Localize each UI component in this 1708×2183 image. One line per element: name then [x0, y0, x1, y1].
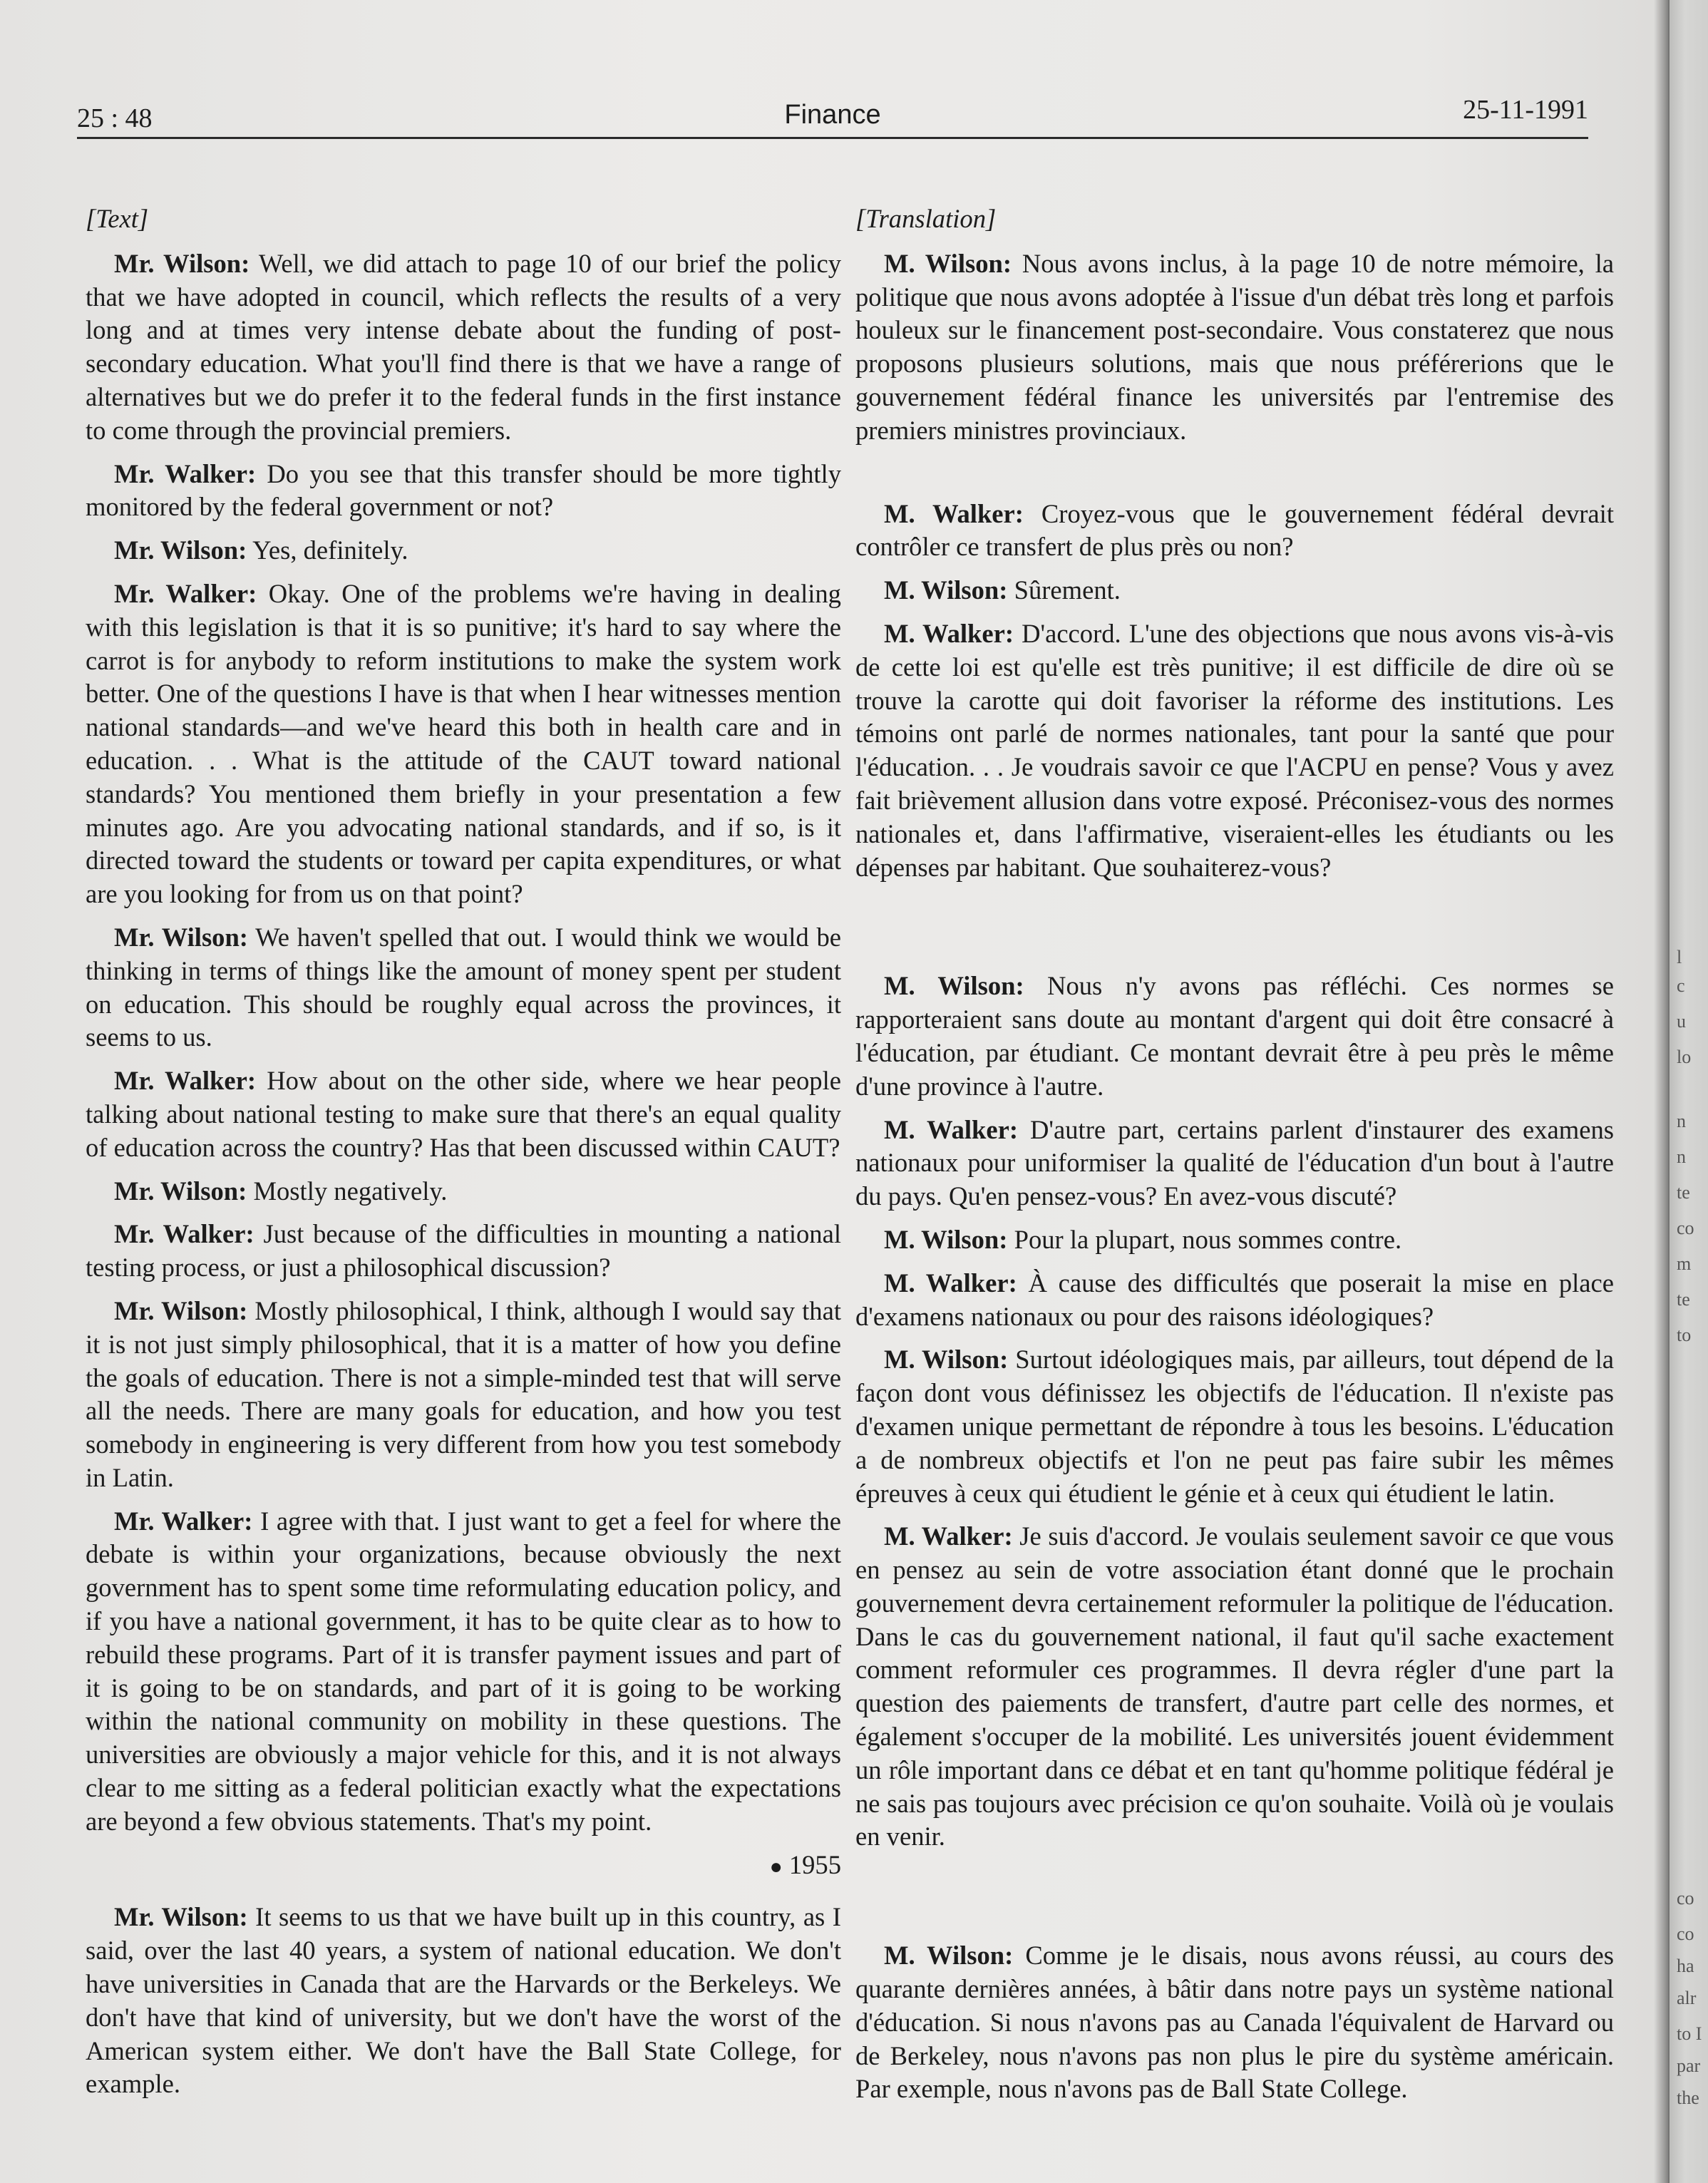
- timestamp-marker: [86, 1849, 841, 1884]
- transcript-paragraph: [86, 921, 841, 1054]
- transcript-paragraph: [855, 574, 1614, 607]
- bleed-fragment: co: [1677, 1923, 1694, 1944]
- speaker-name: Mr. Walker:: [114, 1506, 253, 1536]
- adjacent-page-edge: [1670, 0, 1708, 2183]
- bullet-icon: ●: [769, 1854, 783, 1879]
- transcript-paragraph: [855, 617, 1614, 884]
- speaker-name: Mr. Wilson:: [114, 248, 250, 278]
- transcript-paragraph: [86, 534, 841, 567]
- speaker-name: Mr. Wilson:: [114, 1902, 248, 1932]
- transcript-paragraph: [86, 1175, 841, 1208]
- paragraph-text: Croyez-vous que le gouvernement fédéral devrait contrôler ce transfert de plus près ou non?: [855, 498, 1614, 562]
- bleed-fragment: to: [1677, 1325, 1692, 1345]
- bleed-fragment: ha: [1677, 1956, 1694, 1976]
- speaker-name: Mr. Wilson:: [114, 1295, 248, 1325]
- paragraph-text: À cause des difficultés que poserait la mise en place d'examens nationaux ou pour des raisons idéologiques?: [855, 1268, 1614, 1331]
- transcript-paragraph: [855, 1520, 1614, 1854]
- speaker-name: M. Walker:: [884, 1268, 1017, 1298]
- bleed-fragment: co: [1677, 1888, 1694, 1909]
- bleed-fragment: l: [1677, 947, 1682, 967]
- paragraph-text: We haven't spelled that out. I would think we would be thinking in terms of things like the amount of money spent per student on education. This should be roughly equal across the provinces, it seems to us.: [86, 922, 841, 1052]
- paragraph-text: How about on the other side, where we hear people talking about national testing to make sure that there's an equal quality of education across the country? Has that been discussed within CAUT?: [86, 1066, 841, 1162]
- bleed-fragment: n: [1677, 1146, 1686, 1167]
- bleed-fragment: u: [1677, 1011, 1686, 1032]
- speaker-name: Mr. Wilson:: [114, 922, 248, 952]
- speaker-name: M. Walker:: [884, 618, 1014, 648]
- speaker-name: M. Wilson:: [884, 1224, 1008, 1254]
- paragraph-text: Sûrement.: [1014, 575, 1121, 605]
- speaker-name: M. Walker:: [884, 498, 1024, 528]
- running-header: [77, 93, 1588, 139]
- french-column: [855, 202, 1614, 2116]
- transcript-paragraph: [86, 1295, 841, 1495]
- paragraph-text: D'autre part, certains parlent d'instaurer des examens nationaux pour uniformiser la qualité de l'éducation d'un bout à l'autre du pays. Qu'en pensez-vous? En avez-vous discuté?: [855, 1114, 1614, 1211]
- speaker-name: M. Wilson:: [884, 1345, 1009, 1375]
- paragraph-text: Do you see that this transfer should be more tightly monitored by the federal government or not?: [86, 458, 841, 522]
- paragraph-text: Nous n'y avons pas réfléchi. Ces normes se rapporteraient sans doute au montant d'argent qui doit être consacré à l'éducation, par étudiant. Ce montant devrait être à peu près le même d'une province à l'autre.: [855, 971, 1614, 1101]
- bleed-fragment: m: [1677, 1253, 1692, 1274]
- transcript-paragraph: [855, 970, 1614, 1103]
- paragraph-text: Mostly negatively.: [253, 1176, 448, 1206]
- bleed-fragment: to I: [1677, 2023, 1702, 2044]
- paragraph-text: I agree with that. I just want to get a feel for where the debate is within your organizations, because obviously the next government has to spent some time reformulating education policy, and if you have a national government, it has to be quite clear as to how to rebuild these programs. Part of it is transfer payment issues and part of it is going to be on standards, and part of it is going to be working within the national community on mobility in these questions. The universities are obviously a major vehicle for this, and it is not always clear to me sitting as a federal politician exactly what the expectations are beyond a few obvious statements. That's my point.: [86, 1506, 841, 1836]
- timestamp-text: 1955: [788, 1849, 841, 1879]
- speaker-name: M. Walker:: [884, 1521, 1013, 1551]
- paragraph-text: Surtout idéologiques mais, par ailleurs, tout dépend de la façon dont vous définissez les objectifs de l'éducation. Il n'existe pas d'examen unique permettant de répondre à tous les besoins. L'éducation a de nombreux objectifs et l'on ne peut pas faire subir les mêmes épreuves à ceux qui étudient le génie et à ceux qui étudient le latin.: [855, 1345, 1614, 1508]
- speaker-name: Mr. Walker:: [114, 458, 257, 488]
- speaker-name: M. Wilson:: [884, 971, 1024, 1001]
- speaker-name: M. Walker:: [884, 1114, 1019, 1144]
- bleed-fragment: lo: [1677, 1047, 1692, 1067]
- speaker-name: M. Wilson:: [884, 248, 1012, 278]
- bleed-fragment: te: [1677, 1289, 1690, 1310]
- paragraph-text: Nous avons inclus, à la page 10 de notre mémoire, la politique que nous avons adoptée à l'issue d'un débat très long et parfois houleux sur le financement post-secondaire. Vous constaterez que nous proposons plusieurs solutions, mais que nous préférerions que le gouvernement fédéral finance les universités par l'entremise des premiers ministres provinciaux.: [855, 248, 1614, 445]
- paragraph-text: Well, we did attach to page 10 of our brief the policy that we have adopted in council, which reflects the results of a very long and at times very intense debate about the funding of post-secondary education. What you'll find there is that we have a range of alternatives but we do prefer it to the federal funds in the first instance to come through the provincial premiers.: [86, 248, 841, 445]
- transcript-paragraph: [86, 1218, 841, 1285]
- page-edge-shadow: [1654, 0, 1670, 2183]
- transcript-paragraph: [86, 577, 841, 911]
- transcript-paragraph: [86, 458, 841, 525]
- committee-name: Finance: [784, 100, 881, 130]
- language-label-text: [Text]: [86, 204, 149, 233]
- speaker-name: M. Wilson:: [884, 575, 1008, 605]
- transcript-paragraph: [855, 247, 1614, 448]
- bleed-fragment: te: [1677, 1182, 1690, 1203]
- speaker-name: Mr. Walker:: [114, 1219, 254, 1249]
- speaker-name: Mr. Wilson:: [114, 535, 247, 565]
- transcript-paragraph: [855, 1343, 1614, 1510]
- english-column: [86, 202, 841, 2111]
- speaker-name: Mr. Wilson:: [114, 1176, 247, 1206]
- bleed-fragment: the: [1677, 2087, 1699, 2108]
- bleed-fragment: par: [1677, 2055, 1701, 2076]
- paragraph-text: Just because of the difficulties in mounting a national testing process, or just a philosophical discussion?: [86, 1219, 841, 1283]
- transcript-paragraph: [86, 1064, 841, 1164]
- transcript-paragraph: [855, 1267, 1614, 1334]
- paragraph-text: Pour la plupart, nous sommes contre.: [1014, 1224, 1402, 1254]
- transcript-paragraph: [855, 1114, 1614, 1213]
- paragraph-text: Okay. One of the problems we're having in dealing with this legislation is that it is so punitive; it's hard to say where the carrot is for anybody to reform institutions to make the system work better. One of the questions I have is that when I hear witnesses mention national standards—and we've heard this both in health care and in education. . . What is the attitude of the CAUT toward national standards? You mentioned them briefly in your presentation a few minutes ago. Are you advocating national standards, and if so, is it directed toward the students or toward per capita expenditures, or what are you looking for from us on that point?: [86, 578, 841, 909]
- transcript-paragraph: [855, 498, 1614, 565]
- transcript-paragraph: [855, 1223, 1614, 1257]
- language-label-translation: [Translation]: [855, 204, 997, 233]
- transcript-paragraph: [86, 1505, 841, 1839]
- paragraph-text: Yes, definitely.: [252, 535, 408, 565]
- transcript-paragraph: [86, 247, 841, 448]
- sitting-date: 25-11-1991: [1463, 95, 1588, 125]
- speaker-name: Mr. Walker:: [114, 578, 257, 608]
- paragraph-text: It seems to us that we have built up in this country, as I said, over the last 40 years, a system of national education. We don't have universities in Canada that are the Harvards or the Berkeleys. We don't have that kind of university, but we don't have the worst of the American system either. We don't have the Ball State College, for example.: [86, 1902, 841, 2099]
- bleed-fragment: alr: [1677, 1988, 1697, 2008]
- paragraph-text: D'accord. L'une des objections que nous avons vis-à-vis de cette loi est qu'elle est très punitive; il est difficile de dire où se trouve la carotte qui doit favoriser la réforme des institutions. Les témoins ont parlé de normes nationales, tant pour la santé que pour l'éducation. . . Je voudrais savoir ce que l'ACPU en pense? Vous y avez fait brièvement allusion dans votre exposé. Préconisez-vous des normes nationales et, dans l'affirmative, viseraient-elles les étudiants ou les dépenses par habitant. Que souhaiterez-vous?: [855, 618, 1614, 882]
- speaker-name: Mr. Walker:: [114, 1066, 257, 1096]
- bleed-fragment: n: [1677, 1111, 1686, 1131]
- bleed-fragment: c: [1677, 975, 1685, 996]
- transcript-paragraph: [855, 1939, 1614, 2106]
- bleed-fragment: co: [1677, 1218, 1694, 1238]
- paragraph-text: Comme je le disais, nous avons réussi, au cours des quarante dernières années, à bâtir dans notre pays un système national d'éducation. Si nous n'avons pas au Canada l'équivalent de Harvard ou de Berkeley, nous n'avons pas non plus le pire du système américain. Par exemple, nous n'avons pas de Ball State College.: [855, 1941, 1614, 2104]
- transcript-paragraph: [86, 1901, 841, 2101]
- page-number: 25 : 48: [77, 103, 153, 133]
- paragraph-text: Mostly philosophical, I think, although I would say that it is not just simply philosophical, that it is a matter of how you define the goals of education. There is not a simple-minded test that will serve all the needs. There are many goals for education, and how you test somebody in engineering is very different from how you test somebody in Latin.: [86, 1295, 841, 1492]
- paragraph-text: Je suis d'accord. Je voulais seulement savoir ce que vous en pensez au sein de votre association étant donné que le prochain gouvernement devra certainement reformuler la politique de l'éducation. Dans le cas du gouvernement national, il faut qu'il sache exactement comment reformuler ces programmes. Il devra régler d'une part la question des paiements de transfert, d'autre part celle des normes, et également s'occuper de la mobilité. Les universités jouent évidemment un rôle important dans ce débat et en tant qu'homme politique fédéral je ne sais pas toujours avec précision ce qu'on souhaite. Voilà où je voulais en venir.: [855, 1521, 1614, 1851]
- speaker-name: M. Wilson:: [884, 1941, 1014, 1971]
